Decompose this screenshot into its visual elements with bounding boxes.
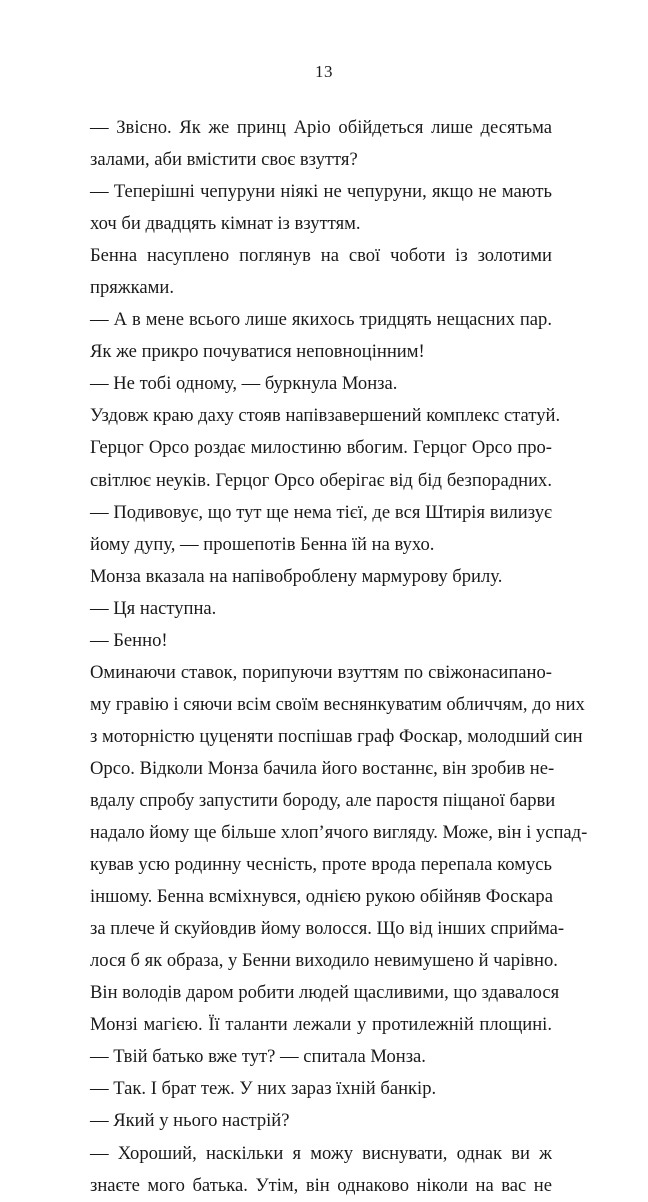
text-line: — Так. І брат теж. У них зараз їхній банкір. bbox=[90, 1078, 437, 1100]
text-line: Орсо. Відколи Монза бачила його востаннє, він зробив не- bbox=[90, 757, 555, 779]
text-line: Монзі магією. Її таланти лежали у протилежній площині. bbox=[90, 1014, 552, 1036]
text-line: — Бенно! bbox=[90, 629, 168, 651]
text-line: знаєте мого батька. Утім, він однаково ніколи на вас не bbox=[90, 1174, 552, 1196]
text-line: хоч би двадцять кімнат із взуттям. bbox=[90, 213, 361, 235]
text-line: — Теперішні чепуруни ніякі не чепуруни, якщо не мають bbox=[90, 181, 552, 203]
text-line: — Подивовує, що тут ще нема тієї, де вся Штирія вилизує bbox=[90, 501, 552, 523]
text-line: надало йому ще більше хлоп’ячого вигляду. Може, він і успад- bbox=[90, 822, 588, 844]
text-line: за плече й скуйовдив йому волосся. Що від інших сприйма- bbox=[90, 918, 565, 940]
text-line: — Звісно. Як же принц Аріо обійдеться лише десятьма bbox=[90, 117, 552, 138]
text-line: Як же прикро почуватися неповноцінним! bbox=[90, 341, 425, 363]
text-line: — Ця наступна. bbox=[90, 597, 217, 619]
page-number: 13 bbox=[315, 62, 333, 81]
text-line: Уздовж краю даху стояв напівзавершений комплекс статуй. bbox=[90, 405, 561, 427]
text-line: іншому. Бенна всміхнувся, однією рукою обійняв Фоскара bbox=[90, 886, 553, 908]
text-line: вдалу спробу запустити бороду, але паростя піщаної барви bbox=[90, 789, 556, 811]
text-line: з моторністю цуценяти поспішав граф Фоскар, молодший син bbox=[90, 725, 583, 747]
text-line: — Твій батько вже тут? — спитала Монза. bbox=[90, 1046, 426, 1068]
text-line: — Хороший, наскільки я можу виснувати, однак ви ж bbox=[90, 1142, 552, 1164]
text-line: му гравію і сяючи всім своїм веснянкуватим обличчям, до них bbox=[90, 693, 585, 715]
text-line: — Не тобі одному, — буркнула Монза. bbox=[90, 373, 398, 395]
text-line: кував усю родинну чесність, проте врода перепала комусь bbox=[90, 854, 552, 876]
text-line: Герцог Орсо роздає милостиню вбогим. Герцог Орсо про- bbox=[90, 437, 552, 459]
text-line: Бенна насуплено поглянув на свої чоботи із золотими bbox=[90, 245, 552, 267]
text-line: — А в мене всього лише якихось тридцять нещасних пар. bbox=[90, 309, 552, 331]
text-line: Монза вказала на напівоброблену мармурову брилу. bbox=[90, 565, 503, 587]
text-line: залами, аби вмістити своє взуття? bbox=[90, 149, 358, 171]
text-line: світлює неуків. Герцог Орсо оберігає від бід безпорадних. bbox=[90, 469, 552, 491]
text-line: пряжками. bbox=[90, 277, 175, 299]
text-line: Оминаючи ставок, порипуючи взуттям по свіжонасипано- bbox=[90, 661, 552, 683]
text-line: лося б як образа, у Бенни виходило невимушено й чарівно. bbox=[90, 950, 558, 972]
body-text bbox=[90, 112, 588, 1202]
text-line: — Який у нього настрій? bbox=[90, 1110, 290, 1132]
text-line: йому дупу, — прошепотів Бенна їй на вухо. bbox=[90, 533, 435, 555]
text-line: Він володів даром робити людей щасливими, що здавалося bbox=[90, 982, 560, 1004]
